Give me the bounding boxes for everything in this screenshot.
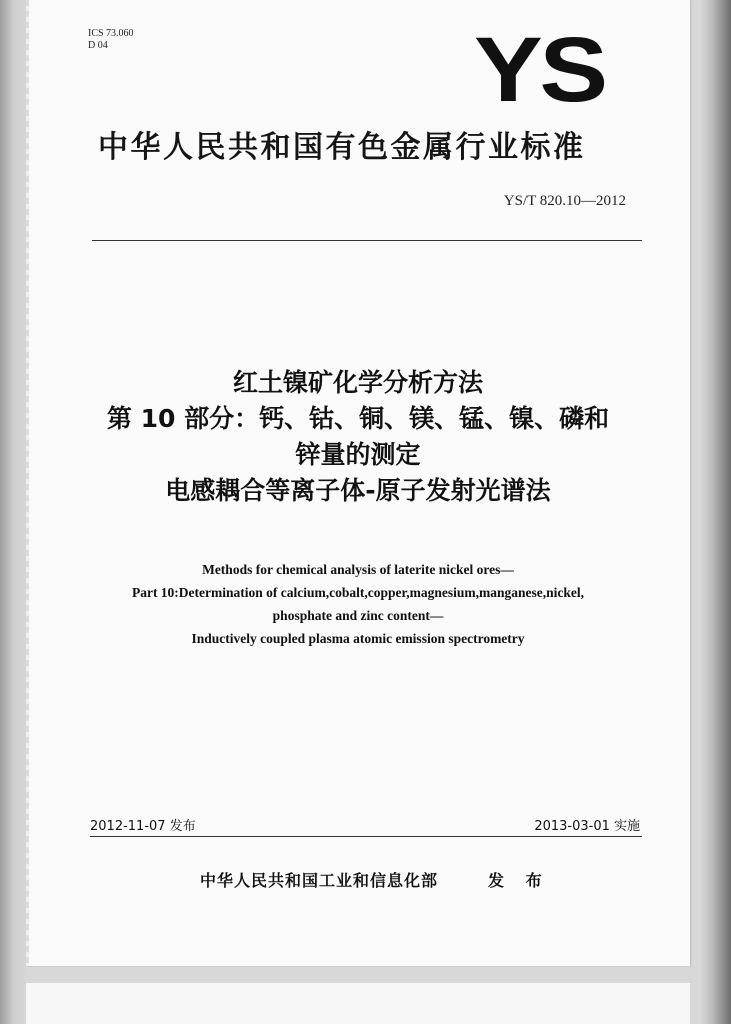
english-title [66,558,650,650]
en-title-line-1: Methods for chemical analysis of laterite nickel ores— [202,562,514,577]
top-divider [92,240,642,241]
cn-title-line-1: 红土镍矿化学分析方法 [232,368,483,397]
effective-date: 2013-03-01 实施 [534,819,640,834]
scan-edge [26,0,29,966]
bottom-divider [90,836,642,837]
en-title-line-4: Inductively coupled plasma atomic emission spectrometry [191,631,525,646]
next-page-edge [26,983,690,1024]
issue-date: 2012-11-07 发布 [90,819,196,834]
cn-title-line-2: 第 10 部分：钙、钴、铜、镁、锰、镍、磷和 [106,404,610,433]
cn-title-line-3: 锌量的测定 [295,440,421,469]
standard-title: 中华人民共和国有色金属行业标准 [98,130,586,165]
classification-block [88,28,134,52]
standard-number: YS/T 820.10—2012 [503,193,626,209]
ics-code: ICS 73.060 [88,28,134,39]
en-title-line-2: Part 10:Determination of calcium,cobalt,copper,magnesium,manganese,nickel, [131,585,585,600]
document-page [26,0,690,966]
en-title-line-3: phosphate and zinc content— [272,608,444,623]
cn-title-line-4: 电感耦合等离子体-原子发射光谱法 [165,476,551,505]
ys-logo: YS [474,19,605,121]
publisher-name: 中华人民共和国工业和信息化部 [200,871,439,890]
chinese-title [66,365,650,509]
ccs-code: D 04 [88,40,108,51]
publish-label: 发 布 [488,871,550,890]
